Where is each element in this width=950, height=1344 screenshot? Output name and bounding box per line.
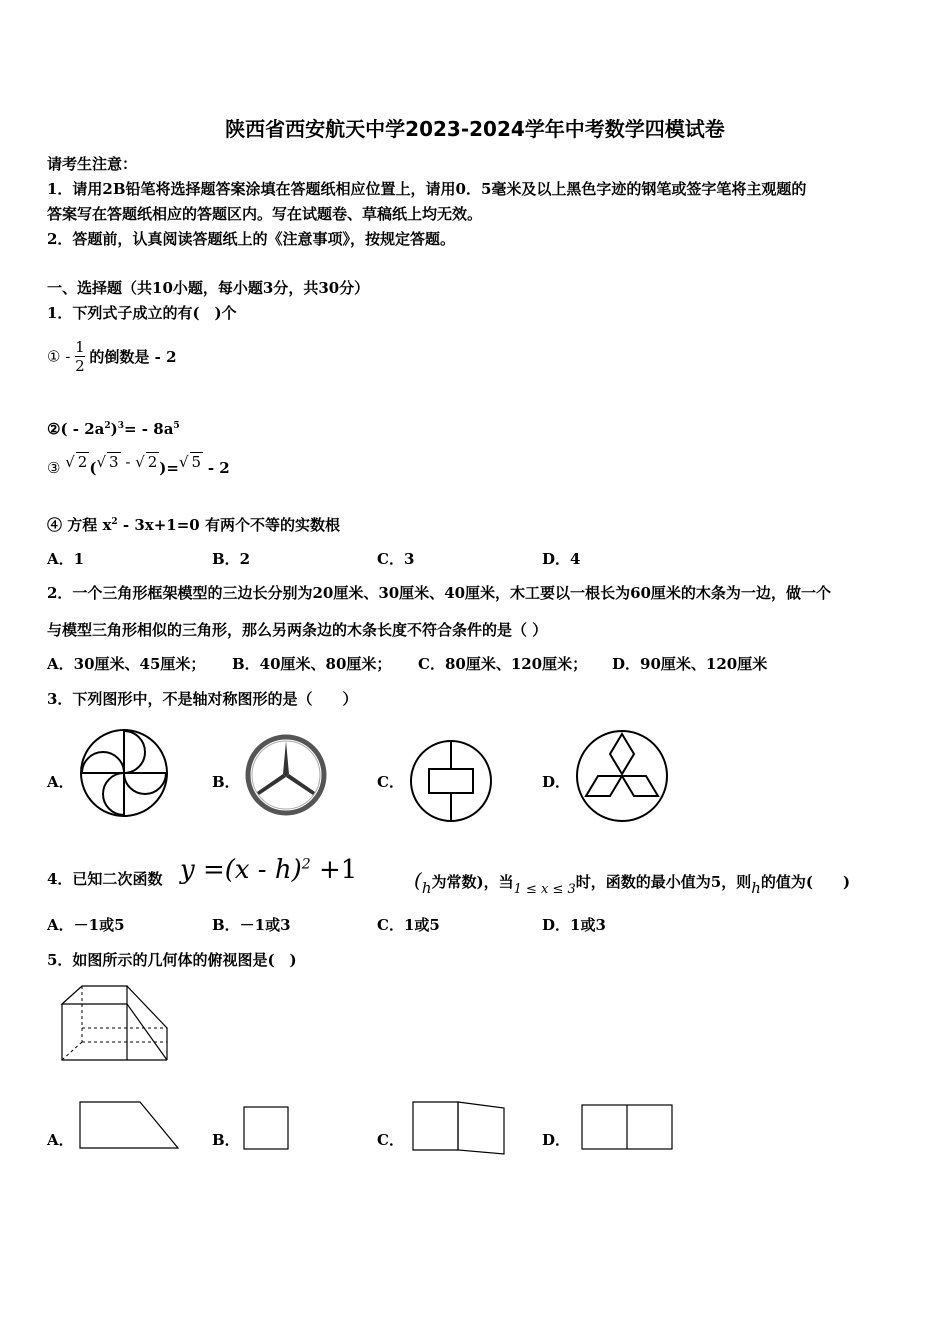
q1-statement-1: [47, 338, 177, 375]
q2-option-b[interactable]: B．40厘米、80厘米；: [232, 655, 392, 673]
q1-s4-exp: 2: [111, 517, 118, 527]
q3-figure-b: [245, 734, 327, 816]
q1-s3-sqrt3: 3: [109, 453, 119, 471]
q4-range: 1 ≤ x ≤ 3: [513, 882, 576, 897]
q1-s3-sqrt5: 5: [191, 453, 202, 471]
q5-stem: 5．如图所示的几何体的俯视图是( ): [47, 951, 297, 969]
q5-figure-b: [242, 1105, 290, 1151]
q3-figure-c: [408, 738, 494, 824]
q1-s3-suffix: - 2: [207, 459, 230, 477]
q1-s3-open: (: [89, 459, 97, 477]
q2-option-d[interactable]: D．90厘米、120厘米: [612, 655, 768, 673]
q1-s2-exp3: 5: [173, 421, 180, 431]
q1-option-c[interactable]: C．3: [377, 550, 415, 568]
q5-figure-c: [410, 1100, 506, 1156]
q3-figure-d: [574, 728, 670, 824]
q4-formula-exp: 2: [301, 856, 311, 873]
q1-stem: 1．下列式子成立的有( )个: [47, 304, 237, 322]
notice-line-2: 答案写在答题纸相应的答题区内。写在试题卷、草稿纸上均无效。: [47, 205, 483, 223]
q4-option-c[interactable]: C．1或5: [377, 916, 440, 934]
q1-s1-denominator: 2: [75, 357, 85, 375]
section-heading: 一、选择题（共10小题，每小题3分，共30分）: [47, 279, 370, 297]
q1-s2-eq: = - 8a: [124, 420, 174, 438]
q1-s1-numerator: 1: [75, 338, 85, 356]
q2-line-1: 2．一个三角形框架模型的三边长分别为20厘米、30厘米、40厘米，木工要以一根长为60厘米的木条为一边，做一个: [47, 584, 831, 602]
q4-suffix: 的值为( ): [760, 873, 851, 891]
q1-statement-2: [47, 420, 180, 438]
q1-s3-prefix: ③: [47, 459, 61, 477]
q2-line-2: 与模型三角形相似的三角形，那么另两条边的木条长度不符合条件的是（ ）: [47, 621, 548, 639]
q1-s2-exp1: 2: [104, 421, 111, 431]
page-title: 陕西省西安航天中学2023-2024学年中考数学四模试卷: [225, 117, 725, 141]
q1-statement-4: [47, 514, 340, 535]
q3-label-d[interactable]: D．: [542, 773, 571, 791]
q2-option-a[interactable]: A．30厘米、45厘米；: [47, 655, 206, 673]
q3-label-b[interactable]: B．: [212, 773, 240, 791]
q5-label-b[interactable]: B．: [212, 1131, 240, 1149]
q4-const-text: 为常数)，当: [431, 873, 514, 891]
q3-figure-a: [78, 727, 170, 819]
q1-s2-exp2: 3: [117, 421, 125, 431]
q5-label-c[interactable]: C．: [377, 1131, 404, 1149]
q4-prefix: 4．已知二次函数: [47, 870, 163, 888]
q1-s2-mid: ): [110, 420, 118, 438]
q2-option-c[interactable]: C．80厘米、120厘米；: [418, 655, 588, 673]
q1-s3-sqrt2a: 2: [77, 453, 88, 471]
q1-s1-suffix: 的倒数是 - 2: [89, 348, 177, 366]
q5-label-a[interactable]: A．: [47, 1131, 74, 1149]
q4-mid-text: 时，函数的最小值为5，则: [575, 873, 752, 891]
q3-label-c[interactable]: C．: [377, 773, 404, 791]
q1-s3-minus: -: [125, 453, 131, 471]
q4-option-a[interactable]: A．－1或5: [47, 916, 125, 934]
notice-header: 请考生注意：: [47, 155, 138, 173]
notice-line-1: 1．请用2B铅笔将选择题答案涂填在答题纸相应位置上，请用0．5毫米及以上黑色字迹的钢笔或签字笔将主观题的: [47, 180, 807, 198]
notice-line-3: 2．答题前，认真阅读答题纸上的《注意事项》，按规定答题。: [47, 230, 455, 248]
q4-option-b[interactable]: B．－1或3: [212, 916, 291, 934]
q3-stem: 3．下列图形中，不是轴对称图形的是（ ）: [47, 690, 358, 708]
q1-option-a[interactable]: A．1: [47, 550, 85, 568]
q3-label-a[interactable]: A．: [47, 773, 74, 791]
q1-option-d[interactable]: D．4: [542, 550, 581, 568]
q5-label-d[interactable]: D．: [542, 1131, 571, 1149]
q4-formula-tail: +1: [318, 855, 358, 885]
q4-h-symbol-2: h: [751, 879, 761, 897]
q4-paren: (: [414, 868, 422, 892]
q1-s4-rest: - 3x+1=0 有两个不等的实数根: [117, 516, 340, 534]
q1-s4-prefix: ④ 方程 x: [47, 516, 112, 534]
q1-s2-prefix: ②( - 2a: [47, 420, 105, 438]
q4-condition: [414, 868, 851, 897]
q1-statement-3: ③ √ 2 (√ 3 - √ 2 )=√ 5 - 2: [47, 453, 230, 477]
q4-option-d[interactable]: D．1或3: [542, 916, 606, 934]
q5-figure-d: [580, 1103, 674, 1151]
q1-s1-prefix: ① -: [47, 347, 71, 366]
q5-figure-a: [78, 1100, 180, 1152]
q1-s3-close: )=: [159, 459, 179, 477]
q1-s3-sqrt2b: 2: [147, 453, 158, 471]
q4-h-symbol-1: h: [421, 879, 432, 897]
q4-formula: [180, 855, 357, 885]
q1-s1-fraction: [75, 338, 85, 375]
q4-formula-main: y =(x - h): [180, 855, 302, 885]
q1-option-b[interactable]: B．2: [212, 550, 251, 568]
q5-solid-figure: [52, 984, 174, 1064]
